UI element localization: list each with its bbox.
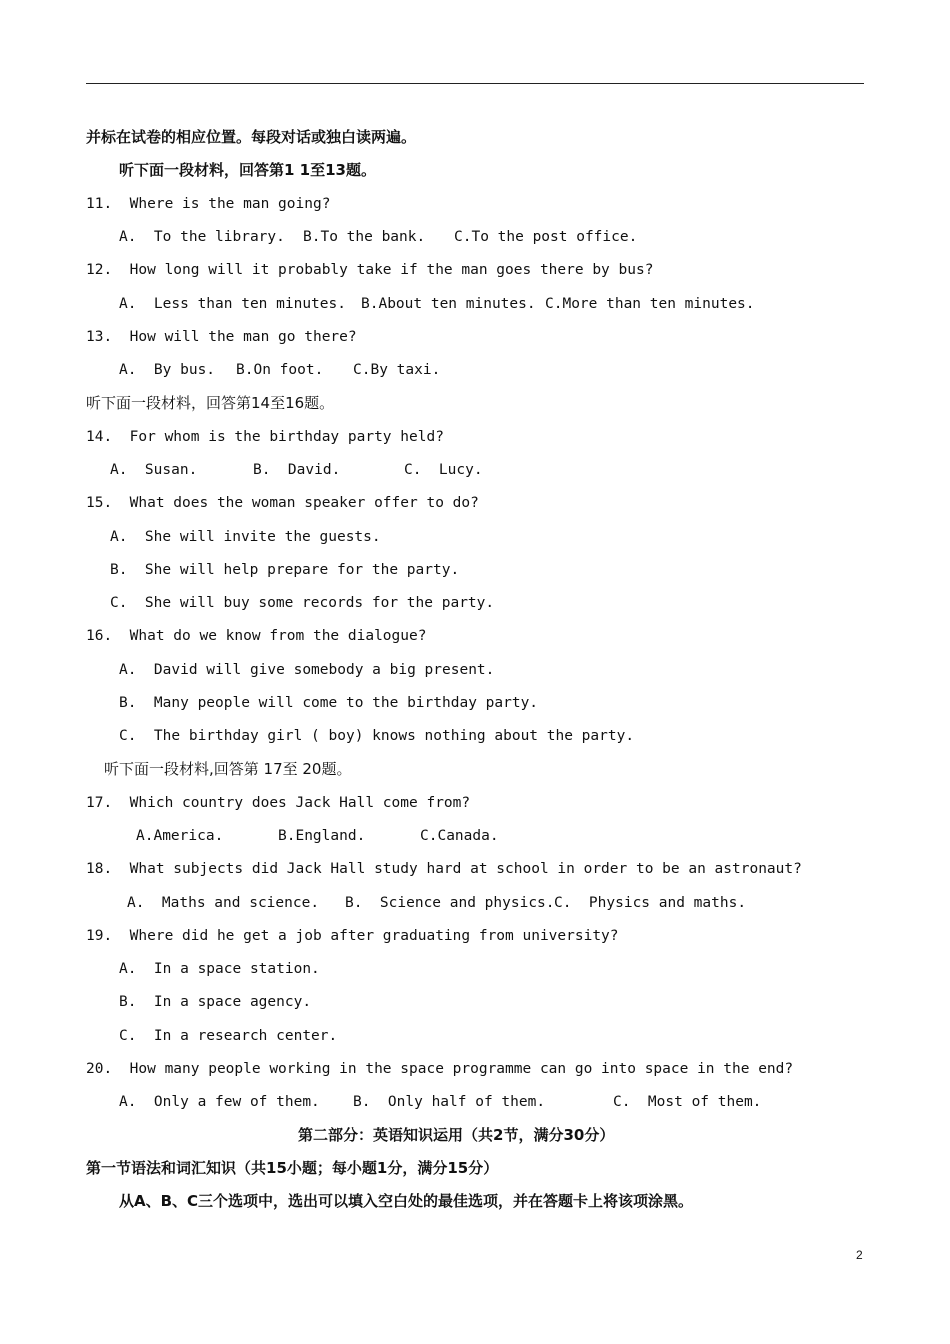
part2-title: 第二部分：英语知识运用（共2节，满分30分） — [298, 1126, 615, 1144]
q11-option-b: B.To the bank. — [303, 229, 426, 245]
section1-title: 第一节语法和词汇知识（共15小题；每小题1分，满分15分） — [86, 1159, 499, 1177]
q17-option-b: B.England. — [278, 828, 366, 844]
q15-option-a: A. She will invite the guests. — [110, 529, 381, 545]
q16-option-c: C. The birthday girl ( boy) knows nothing about the party. — [119, 728, 635, 744]
question-20: 20. How many people working in the space programme can go into space in the end? — [86, 1061, 794, 1077]
question-16: 16. What do we know from the dialogue? — [86, 628, 427, 644]
q13-option-a: A. By bus. — [119, 362, 216, 378]
q19-option-a: A. In a space station. — [119, 961, 320, 977]
question-13: 13. How will the man go there? — [86, 329, 357, 345]
q14-option-b: B. David. — [253, 462, 341, 478]
intro-text: 并标在试卷的相应位置。每段对话或独白读两遍。 — [86, 128, 417, 146]
q12-option-c: C.More than ten minutes. — [545, 296, 755, 312]
q13-option-c: C.By taxi. — [353, 362, 441, 378]
q16-option-a: A. David will give somebody a big present. — [119, 662, 495, 678]
q15-option-c: C. She will buy some records for the party. — [110, 595, 495, 611]
section1-instruction: 从A、B、C三个选项中，选出可以填入空白处的最佳选项，并在答题卡上将该项涂黑。 — [119, 1192, 694, 1210]
q19-option-c: C. In a research center. — [119, 1028, 338, 1044]
q20-option-b: B. Only half of them. — [353, 1094, 546, 1110]
q15-option-b: B. She will help prepare for the party. — [110, 562, 460, 578]
question-14: 14. For whom is the birthday party held? — [86, 429, 444, 445]
q13-option-b: B.On foot. — [236, 362, 324, 378]
q17-option-a: A.America. — [136, 828, 224, 844]
q19-option-b: B. In a space agency. — [119, 994, 312, 1010]
q20-option-a: A. Only a few of them. — [119, 1094, 320, 1110]
q16-option-b: B. Many people will come to the birthday party. — [119, 695, 539, 711]
q14-option-c: C. Lucy. — [404, 462, 483, 478]
question-17: 17. Which country does Jack Hall come from? — [86, 795, 471, 811]
question-15: 15. What does the woman speaker offer to do? — [86, 495, 479, 511]
header-rule — [86, 83, 864, 84]
question-19: 19. Where did he get a job after graduating from university? — [86, 928, 619, 944]
question-11: 11. Where is the man going? — [86, 196, 331, 212]
section-heading-1: 听下面一段材料，回答第1 1至13题。 — [119, 161, 376, 179]
q11-option-c: C.To the post office. — [454, 229, 638, 245]
section-heading-2: 听下面一段材料，回答第14至16题。 — [86, 394, 335, 412]
q18-option-c: C. Physics and maths. — [554, 895, 747, 911]
q11-option-a: A. To the library. — [119, 229, 285, 245]
q18-option-a: A. Maths and science. — [127, 895, 320, 911]
page-number: 2 — [856, 1248, 863, 1262]
section-heading-3: 听下面一段材料,回答第 17至 20题。 — [104, 760, 352, 778]
q14-option-a: A. Susan. — [110, 462, 198, 478]
q18-option-b: B. Science and physics. — [345, 895, 555, 911]
q17-option-c: C.Canada. — [420, 828, 499, 844]
question-18: 18. What subjects did Jack Hall study hard at school in order to be an astronaut? — [86, 861, 802, 877]
q12-option-a: A. Less than ten minutes. — [119, 296, 346, 312]
q20-option-c: C. Most of them. — [613, 1094, 762, 1110]
q12-option-b: B.About ten minutes. — [361, 296, 536, 312]
question-12: 12. How long will it probably take if the man goes there by bus? — [86, 262, 654, 278]
